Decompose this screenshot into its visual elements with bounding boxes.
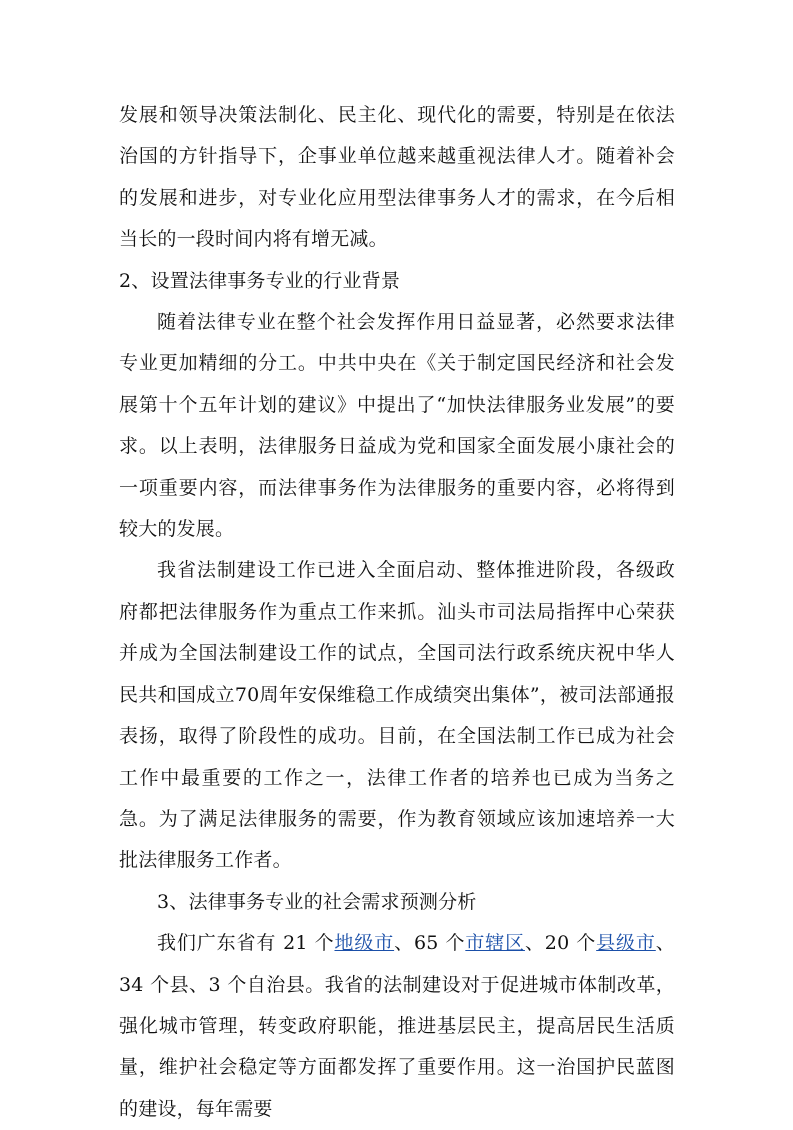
- paragraph-province-legal-construction: 我省法制建设工作已进入全面启动、整体推进阶段，各级政府都把法律服务作为重点工作来抓。汕头市司法局指挥中心荣获并成为全国法制建设工作的试点，全国司法行政系统庆祝中华人民共和国成立70周年安保维稳工作成绩突出集体”，被司法部通报表扬，取得了阶段性的成功。目前，在全国法制工作已成为社会工作中最重要的工作之一，法律工作者的培养也已成为当务之急。为了满足法律服务的需要，作为教育领域应该加速培养一大批法律服务工作者。: [119, 559, 675, 872]
- demand-text-part-4: 、34 个县、3 个自治县。我省的法制建设对于促进城市体制改革，强化城市管理，转变政府职能，推进基层民主，提高居民生活质量，维护社会稳定等方面都发挥了重要作用。这一治国护民蓝图的建设，每年需要: [119, 932, 675, 1120]
- link-municipal-district[interactable]: 市辖区: [465, 932, 525, 955]
- demand-text-part-1: 我们广东省有 21 个: [157, 932, 335, 955]
- paragraph-industry-background: 随着法律专业在整个社会发挥作用日益显著，必然要求法律专业更加精细的分工。中共中央在《关于制定国民经济和社会发展第十个五年计划的建议》中提出了“加快法律服务业发展”的要求。以上表明，法律服务日益成为党和国家全面发展小康社会的一项重要内容，而法律事务作为法律服务的重要内容，必将得到较大的发展。: [119, 311, 675, 541]
- document-body: [119, 95, 675, 1130]
- section-heading-3: 3、法律事务专业的社会需求预测分析: [157, 890, 477, 913]
- paragraph-continuation: 发展和领导决策法制化、民主化、现代化的需要，特别是在依法治国的方针指导下，企事业单位越来越重视法律人才。随着补会的发展和进步，对专业化应用型法律事务人才的需求，在今后相当长的一段时间内将有增无减。: [119, 104, 675, 251]
- link-prefecture-city[interactable]: 地级市: [334, 932, 395, 955]
- demand-text-part-2: 、65 个: [394, 932, 466, 955]
- demand-text-part-3: 、20 个: [524, 932, 597, 955]
- paragraph-social-demand: [119, 923, 675, 1130]
- link-county-city[interactable]: 县级市: [596, 932, 656, 955]
- section-heading-2: 2、设置法律事务专业的行业背景: [119, 269, 401, 292]
